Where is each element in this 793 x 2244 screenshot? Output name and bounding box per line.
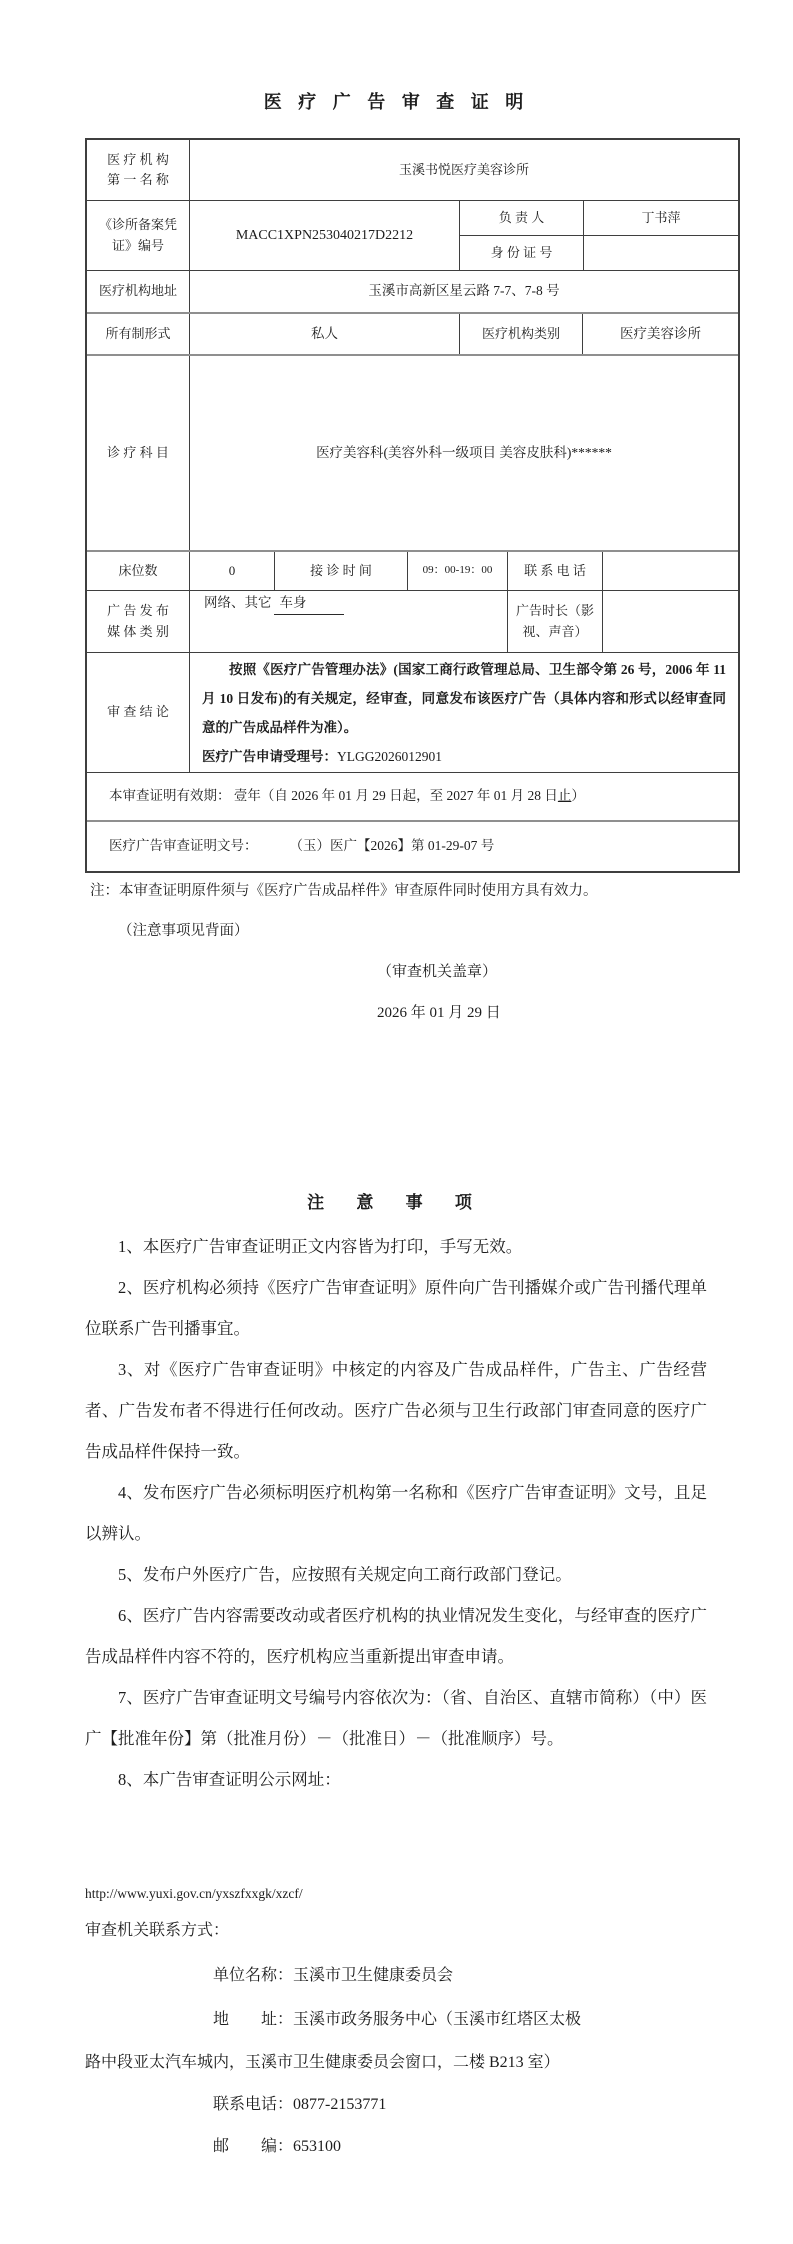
- conclusion-body: [189, 653, 738, 772]
- ad-duration-value: [602, 591, 738, 652]
- table-row: [87, 270, 738, 312]
- media-type-value-text: 网络、其它: [204, 595, 272, 610]
- notice-section-title: 注 意 事 项: [307, 1193, 486, 1212]
- id-number-label: 身 份 证 号: [490, 244, 553, 260]
- ownership-value: 私人: [189, 314, 459, 354]
- conclusion-label: 审 查 结 论: [107, 704, 169, 720]
- media-type-label: [87, 591, 189, 652]
- address-label: 医疗机构地址: [98, 283, 177, 299]
- contact-zip-code: 邮 编：653100: [213, 2138, 342, 2155]
- license-no-value: MACC1XPN253040217D2212: [189, 201, 459, 270]
- beds-label: 床位数: [118, 562, 158, 578]
- notice-item-4: 4、发布医疗广告必须标明医疗机构第一名称和《医疗广告审查证明》文号，且足以辨认。: [85, 1483, 707, 1543]
- media-type-label-line2: 媒 体 类 别: [107, 623, 169, 639]
- subjects-label: 诊 疗 科 目: [107, 444, 169, 460]
- contact-address-line1: 地 址：玉溪市政务服务中心（玉溪市红塔区太极: [213, 2011, 582, 2028]
- contact-address-line2: 路中段亚太汽车城内，玉溪市卫生健康委员会窗口，二楼 B213 室）: [85, 2054, 560, 2071]
- contact-unit-name: 单位名称：玉溪市卫生健康委员会: [213, 1967, 454, 1984]
- table-row: [87, 140, 738, 200]
- issue-date: 2026 年 01 月 29 日: [377, 1005, 501, 1021]
- notice-item-3: 3、对《医疗广告审查证明》中核定的内容及广告成品样件，广告主、广告经营者、广告发布者不得进行任何改动。医疗广告必须与卫生行政部门审查同意的医疗广告成品样件保持一致。: [85, 1360, 707, 1461]
- validity-value: 壹年（自 2026 年 01 月 29 日起，至 2027 年 01 月 28 日: [233, 788, 558, 804]
- org-name-label-line2: 第 一 名 称: [107, 172, 169, 187]
- table-row: [87, 354, 738, 550]
- ad-duration-label-line2: 视、声音）: [522, 623, 588, 639]
- principal-value: 丁书萍: [583, 201, 738, 235]
- table-row: [87, 820, 738, 871]
- media-type-fill-in: 车身: [274, 593, 344, 615]
- subjects-value: 医疗美容科(美容外科一级项目 美容皮肤科)******: [189, 356, 738, 550]
- org-name-label: [87, 140, 189, 200]
- table-row: [87, 550, 738, 590]
- doc-number-label: 医疗广告审查证明文号：: [109, 838, 258, 854]
- org-name-value: 玉溪书悦医疗美容诊所: [189, 140, 738, 200]
- conclusion-text: 按照《医疗广告管理办法》(国家工商行政管理总局、卫生部令第 26 号，2006 年 11 月 10 日发布)的有关规定，经审查，同意发布该医疗广告（具体内容和形式以经审查同意的广告成品样件为准）。: [202, 661, 726, 735]
- original-note: 注：本审查证明原件须与《医疗广告成品样件》审查原件同时使用方具有效力。: [90, 883, 598, 899]
- notice-item-5: 5、发布户外医疗广告，应按照有关规定向工商行政部门登记。: [118, 1565, 572, 1584]
- beds-value: 0: [189, 552, 274, 590]
- category-label: 医疗机构类别: [459, 314, 582, 354]
- table-row: [87, 200, 738, 270]
- notice-item-1: 1、本医疗广告审查证明正文内容皆为打印，手写无效。: [118, 1237, 523, 1256]
- contact-heading: 审查机关联系方式：: [85, 1922, 230, 1939]
- hours-value: 09：00-19：00: [407, 552, 507, 590]
- org-name-label-line1: 医 疗 机 构: [107, 151, 169, 167]
- license-no-label: [87, 201, 189, 270]
- ad-duration-label: [507, 591, 602, 652]
- table-row: [87, 312, 738, 354]
- notice-item-2: 2、医疗机构必须持《医疗广告审查证明》原件向广告刊播媒介或广告刊播代理单位联系广告刊播事宜。: [85, 1278, 707, 1338]
- id-number-value: [583, 236, 738, 270]
- public-notice-url: http://www.yuxi.gov.cn/yxszfxxgk/xzcf/: [85, 1886, 303, 1901]
- contact-phone: 联系电话：0877-2153771: [213, 2096, 387, 2113]
- ad-duration-label-line1: 广告时长（影: [515, 603, 594, 619]
- notice-item-6: 6、医疗广告内容需要改动或者医疗机构的执业情况发生变化，与经审查的医疗广告成品样件内容不符的，医疗机构应当重新提出审查申请。: [85, 1606, 707, 1666]
- validity-line: [87, 773, 738, 820]
- address-value: 玉溪市高新区星云路 7-7、7-8 号: [189, 271, 738, 312]
- notice-item-8: 8、本广告审查证明公示网址：: [118, 1770, 341, 1789]
- principal-label: 负 责 人: [498, 209, 545, 225]
- acceptance-number-line: [202, 742, 726, 771]
- ownership-label: 所有制形式: [105, 325, 171, 341]
- table-row: [87, 772, 738, 820]
- acceptance-number-value: YLGG2026012901: [337, 748, 442, 764]
- table-row: [87, 590, 738, 652]
- validity-close-paren: ）: [571, 788, 585, 804]
- id-number-row: [460, 235, 738, 270]
- hours-label: 接 诊 时 间: [274, 552, 407, 590]
- doc-number-value: （玉）医广【2026】第 01-29-07 号: [289, 838, 495, 854]
- principal-id-group: [459, 201, 738, 270]
- category-value: 医疗美容诊所: [582, 314, 738, 354]
- table-row: [87, 652, 738, 772]
- notice-items: [85, 1226, 707, 1800]
- media-type-label-line1: 广 告 发 布: [107, 603, 169, 619]
- notice-item-7: 7、医疗广告审查证明文号编号内容依次为：（省、自治区、直辖市简称）（中）医广【批准年份】第（批准月份）－（批准日）－（批准顺序）号。: [85, 1688, 707, 1748]
- validity-end-char: 止: [557, 788, 572, 804]
- certificate-table: [85, 138, 740, 873]
- acceptance-number-label: 医疗广告申请受理号：: [202, 748, 337, 764]
- doc-number-line: [87, 822, 738, 871]
- license-no-label-line2: 证》编号: [111, 237, 164, 253]
- see-back-note: （注意事项见背面）: [118, 923, 249, 939]
- validity-label: 本审查证明有效期：: [109, 788, 231, 804]
- license-no-label-line1: 《诊所备案凭: [98, 217, 177, 233]
- page-title: 医 疗 广 告 审 查 证 明: [263, 92, 530, 112]
- contact-phone-label: 联 系 电 话: [507, 552, 602, 590]
- media-type-value: [189, 591, 507, 652]
- contact-phone-value: [602, 552, 738, 590]
- seal-placeholder: （审查机关盖章）: [377, 964, 498, 980]
- principal-row: [460, 201, 738, 235]
